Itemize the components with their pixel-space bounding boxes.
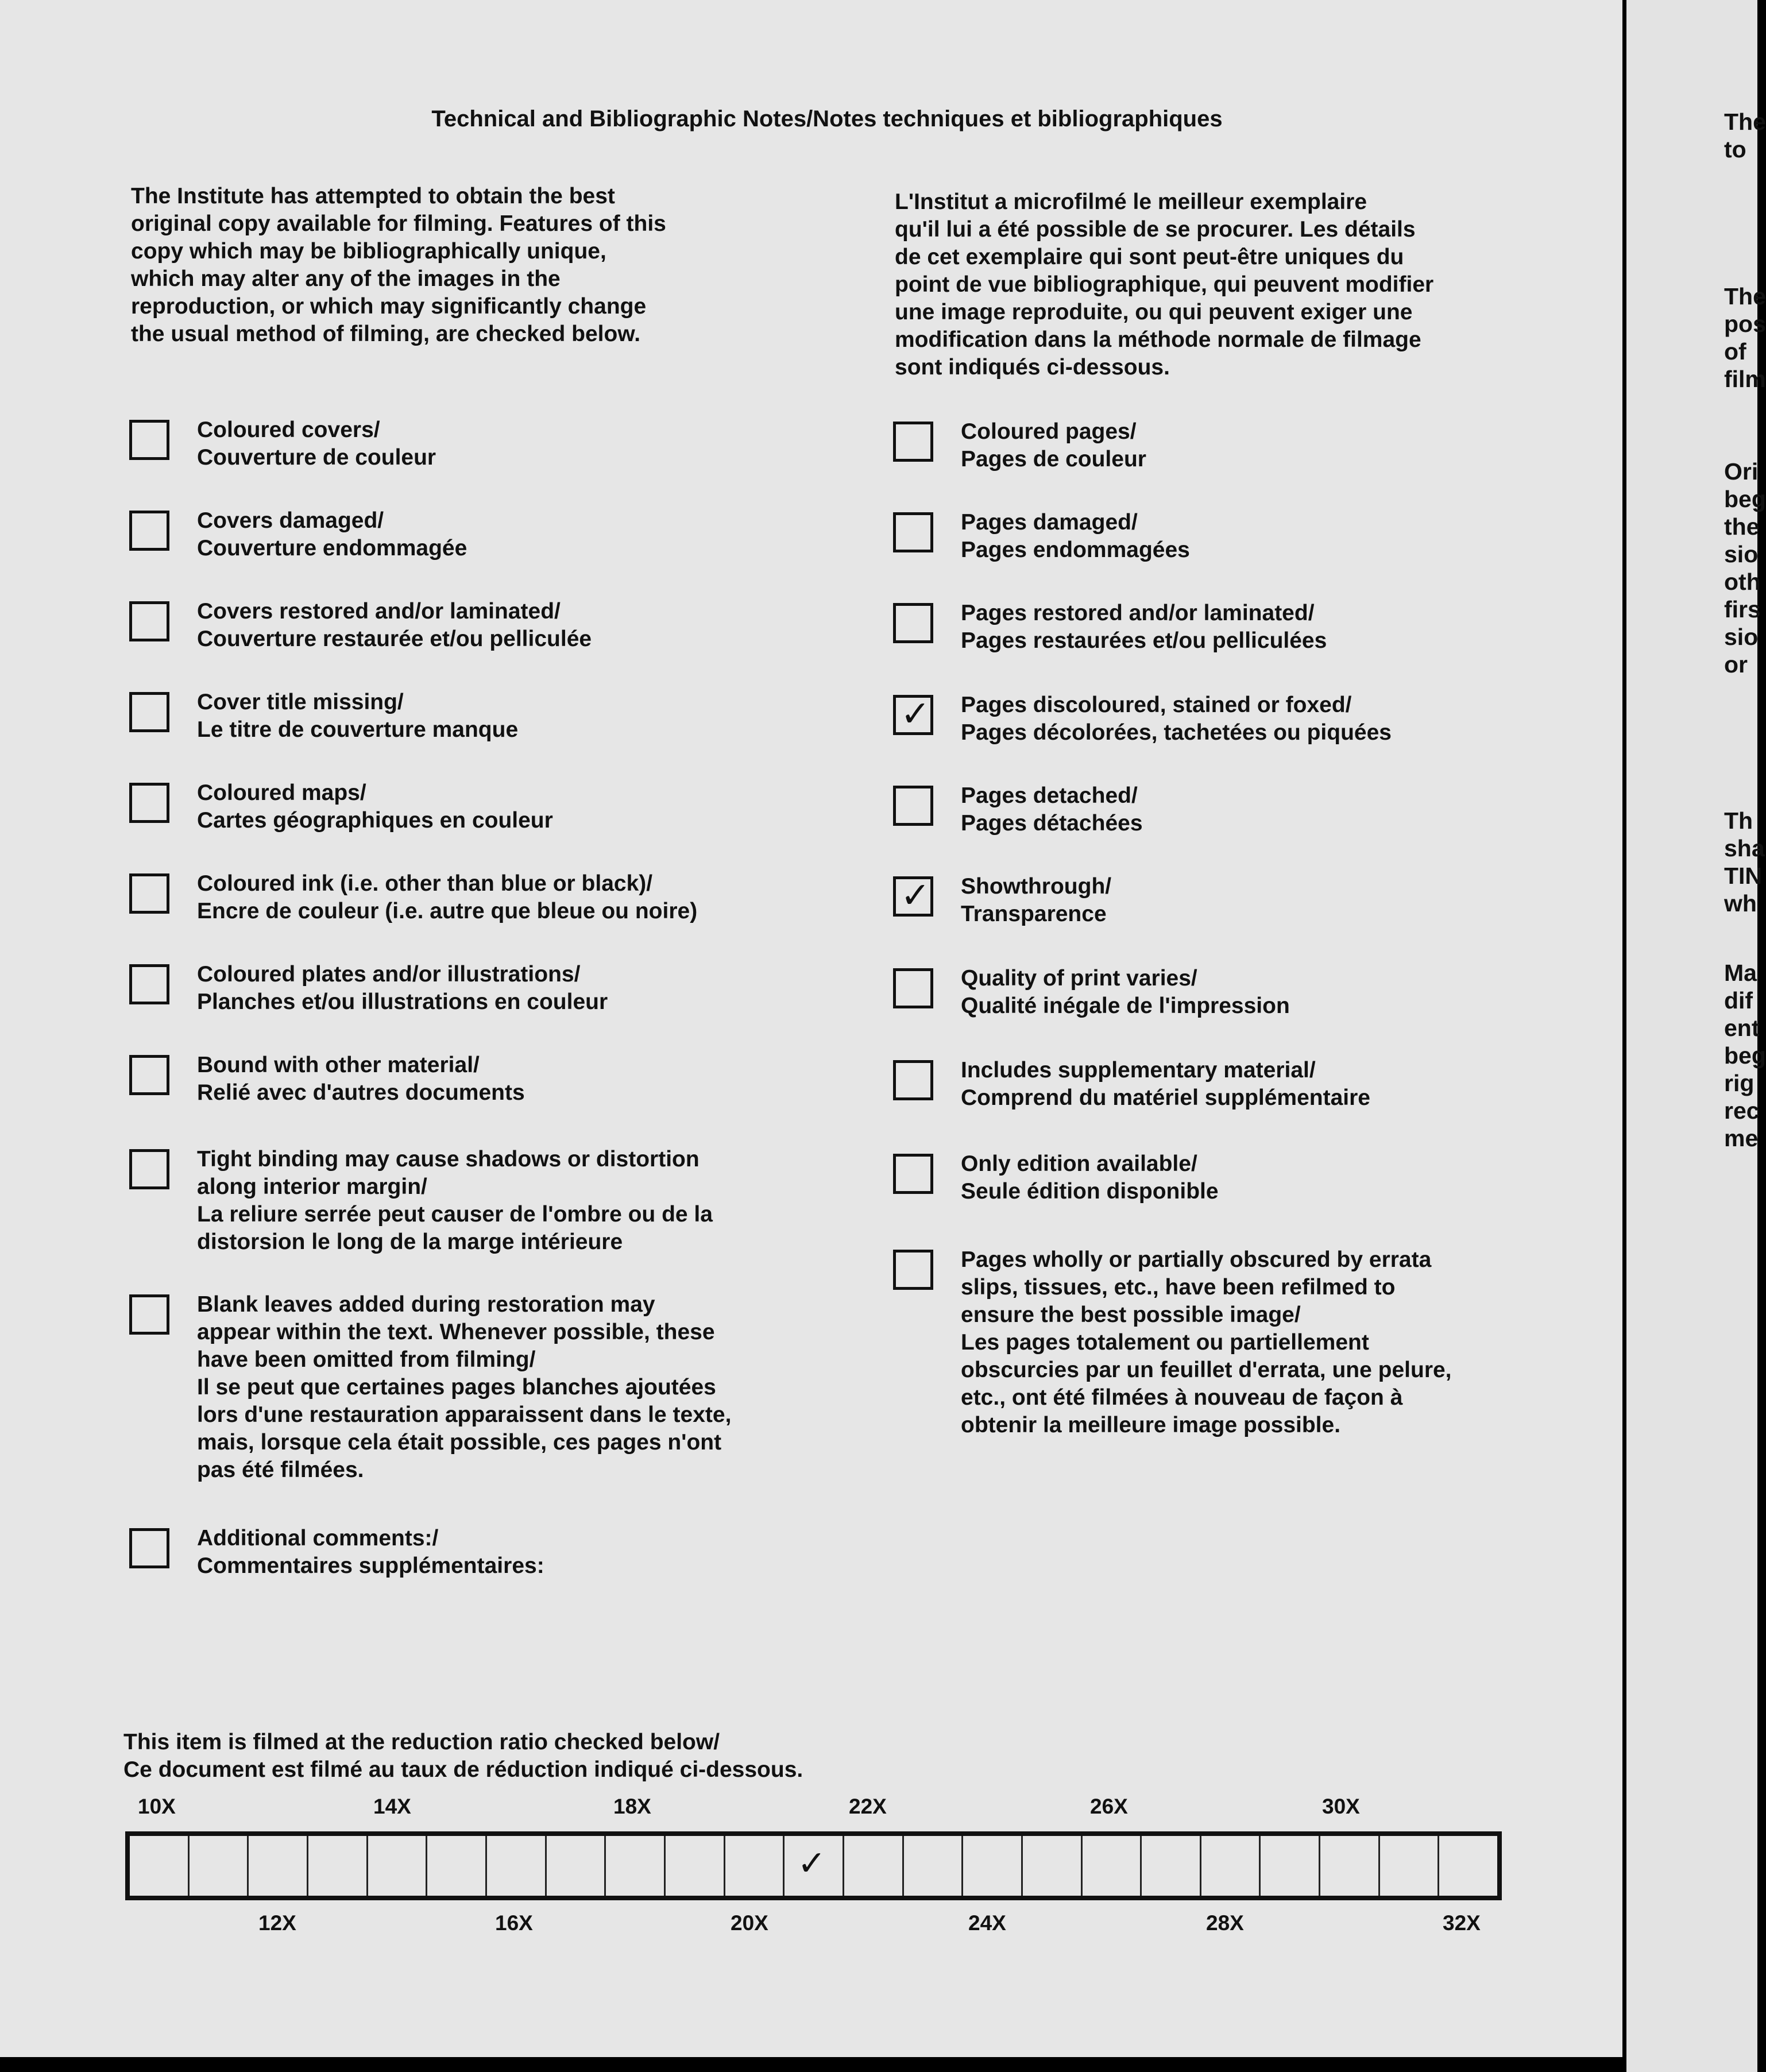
checklist-item-label: Coloured pages/ Pages de couleur — [961, 419, 1146, 471]
ratio-cell[interactable] — [249, 1836, 308, 1896]
page-title: Technical and Bibliographic Notes/Notes techniques et bibliographiques — [431, 106, 1223, 132]
checklist-item-label: Blank leaves added during restoration may appear within the text. Whenever possible, these have been omitted from filming/ Il se peut que certaines pages blanches ajoutées lors d'une restauration apparaissent dans le texte, mais, lorsque cela était possible, ces pages n'ont pas été filmées. — [197, 1292, 732, 1482]
edge-text-fragment: Ori beg the sio oth firs sio or — [1724, 458, 1766, 678]
checklist-item-label: Coloured plates and/or illustrations/ Planches et/ou illustrations en couleur — [197, 962, 608, 1014]
scale-label: 16X — [495, 1911, 533, 1935]
scale-label: 10X — [138, 1795, 176, 1818]
scale-label: 20X — [731, 1911, 768, 1935]
scale-label: 28X — [1206, 1911, 1244, 1935]
checklist-item-label: Tight binding may cause shadows or distortion along interior margin/ La reliure serrée peut causer de l'ombre ou de la distorsion le long de la marge intérieure — [197, 1147, 713, 1254]
ratio-cell[interactable] — [547, 1836, 606, 1896]
ratio-cell[interactable] — [1201, 1836, 1261, 1896]
checklist-item-label: Pages discoloured, stained or foxed/ Pages décolorées, tachetées ou piquées — [961, 693, 1392, 745]
checkbox[interactable] — [129, 692, 169, 732]
ratio-cell[interactable] — [427, 1836, 487, 1896]
ratio-cell[interactable] — [963, 1836, 1023, 1896]
ratio-cell[interactable] — [904, 1836, 964, 1896]
checkbox[interactable] — [893, 1060, 933, 1100]
checkbox[interactable] — [129, 420, 169, 460]
ratio-cell[interactable] — [308, 1836, 368, 1896]
adjacent-page-edge — [1626, 0, 1766, 2072]
scale-label: 30X — [1322, 1795, 1360, 1818]
edge-text-fragment: The pos of film — [1724, 283, 1766, 392]
checklist-item-label: Bound with other material/ Relié avec d'autres documents — [197, 1053, 525, 1105]
scale-label: 14X — [373, 1795, 411, 1818]
checklist-item-label: Pages damaged/ Pages endommagées — [961, 510, 1190, 562]
check-mark-icon: ✓ — [901, 874, 930, 916]
edge-text-fragment: Ma dif ent beg rig rec me — [1724, 960, 1766, 1151]
check-mark-icon: ✓ — [901, 693, 930, 735]
ratio-cell[interactable] — [606, 1836, 666, 1896]
ratio-cell[interactable] — [1439, 1836, 1497, 1896]
edge-text-fragment: Th sha TIN wh — [1724, 807, 1765, 917]
checkbox[interactable] — [893, 603, 933, 643]
reduction-ratio-text: This item is filmed at the reduction ratio checked below/ Ce document est filmé au taux de réduction indiqué ci-dessous. — [123, 1730, 803, 1782]
ratio-cell[interactable] — [666, 1836, 725, 1896]
checkbox[interactable] — [129, 1294, 169, 1335]
scale-label: 18X — [613, 1795, 651, 1818]
checklist-item-label: Coloured ink (i.e. other than blue or black)/ Encre de couleur (i.e. autre que bleue ou noire) — [197, 871, 698, 923]
ratio-cell[interactable] — [487, 1836, 547, 1896]
ratio-cell[interactable] — [190, 1836, 249, 1896]
checkbox[interactable] — [893, 968, 933, 1008]
checklist-item-label: Only edition available/ Seule édition disponible — [961, 1151, 1219, 1204]
ratio-cell[interactable] — [1023, 1836, 1083, 1896]
checkbox[interactable] — [893, 422, 933, 462]
checklist-item-label: Coloured maps/ Cartes géographiques en couleur — [197, 780, 553, 833]
checkbox[interactable] — [129, 783, 169, 823]
checkbox[interactable] — [129, 1055, 169, 1095]
ratio-cell[interactable] — [725, 1836, 785, 1896]
scale-label: 32X — [1443, 1911, 1481, 1935]
checkbox[interactable] — [129, 1149, 169, 1189]
checkbox[interactable] — [129, 511, 169, 551]
checklist-item-label: Pages wholly or partially obscured by errata slips, tissues, etc., have been refilmed to ensure the best possible image/ Les pages totalement ou partiellement obscurcies par un feuillet d'errata, une pelure, etc., ont été filmées à nouveau de façon à obtenir la meilleure image possible. — [961, 1247, 1452, 1437]
checklist-item-label: Showthrough/ Transparence — [961, 874, 1112, 926]
reduction-ratio-grid — [125, 1831, 1502, 1900]
ratio-cell[interactable] — [1320, 1836, 1380, 1896]
check-mark-icon: ✓ — [797, 1843, 826, 1884]
ratio-cell[interactable] — [1261, 1836, 1320, 1896]
scale-label: 22X — [849, 1795, 887, 1818]
checkbox[interactable] — [893, 786, 933, 826]
checkbox[interactable] — [893, 876, 933, 917]
checkbox[interactable] — [129, 964, 169, 1004]
checklist-item-label: Covers damaged/ Couverture endommagée — [197, 508, 467, 560]
scale-label: 12X — [258, 1911, 296, 1935]
ratio-cell[interactable] — [368, 1836, 428, 1896]
checkbox[interactable] — [129, 601, 169, 641]
checklist-item-label: Quality of print varies/ Qualité inégale de l'impression — [961, 966, 1290, 1018]
checklist-item-label: Pages restored and/or laminated/ Pages restaurées et/ou pelliculées — [961, 601, 1327, 653]
intro-english: The Institute has attempted to obtain the best original copy available for filming. Features of this copy which may be bibliographically unique, which may alter any of the images in the reproduction, or which may significantly change the usual method of filming, are checked below. — [131, 184, 666, 346]
checkbox[interactable] — [893, 1154, 933, 1194]
checklist-item-label: Cover title missing/ Le titre de couverture manque — [197, 690, 519, 742]
ratio-cell[interactable] — [1083, 1836, 1142, 1896]
ratio-cell[interactable] — [130, 1836, 190, 1896]
checklist-item-label: Pages detached/ Pages détachées — [961, 783, 1143, 836]
checklist-item-label: Additional comments:/ Commentaires supplémentaires: — [197, 1526, 544, 1578]
ratio-cell[interactable] — [1142, 1836, 1201, 1896]
ratio-cell[interactable] — [844, 1836, 904, 1896]
checkbox[interactable] — [893, 512, 933, 552]
edge-text-fragment: The to — [1724, 109, 1766, 163]
ratio-cell[interactable] — [1380, 1836, 1440, 1896]
scale-label: 24X — [968, 1911, 1006, 1935]
checkbox[interactable] — [129, 873, 169, 914]
checkbox[interactable] — [893, 695, 933, 735]
checklist-item-label: Includes supplementary material/ Comprend du matériel supplémentaire — [961, 1058, 1370, 1110]
checklist-item-label: Coloured covers/ Couverture de couleur — [197, 418, 436, 470]
checklist-item-label: Covers restored and/or laminated/ Couverture restaurée et/ou pelliculée — [197, 599, 592, 651]
intro-french: L'Institut a microfilmé le meilleur exemplaire qu'il lui a été possible de se procurer. Les détails de cet exemplaire qui sont peut-être uniques du point de vue bibliographique, qui peuvent modifier une image reproduite, ou qui peuvent exiger une modification dans la méthode normale de filmage sont indiqués ci-dessous. — [895, 190, 1434, 380]
checkbox[interactable] — [129, 1528, 169, 1568]
checkbox[interactable] — [893, 1250, 933, 1290]
ratio-cell[interactable] — [785, 1836, 844, 1896]
scale-label: 26X — [1090, 1795, 1128, 1818]
